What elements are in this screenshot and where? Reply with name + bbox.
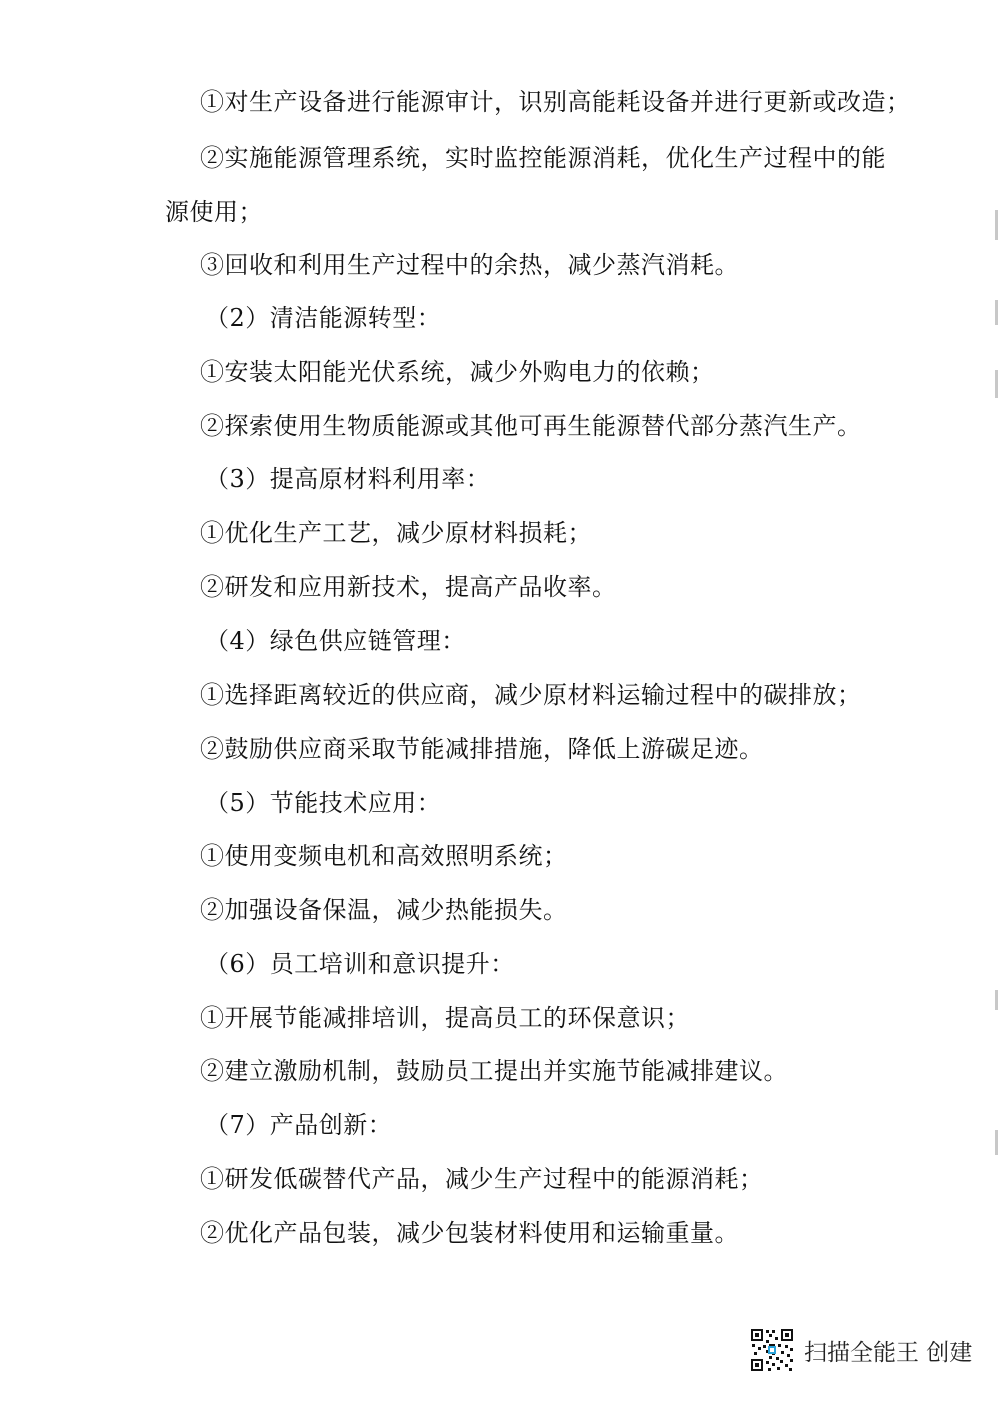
section-heading: （7）产品创新：	[205, 1111, 393, 1139]
list-item: ②建立激励机制，鼓励员工提出并实施节能减排建议。	[200, 1057, 788, 1085]
scan-artifact	[995, 990, 998, 1010]
section-heading: （5）节能技术应用：	[205, 789, 442, 817]
section-heading: （6）员工培训和意识提升：	[205, 950, 515, 978]
list-item-continuation: 源使用；	[165, 198, 263, 226]
list-item: ①使用变频电机和高效照明系统；	[200, 842, 568, 870]
scanner-watermark	[750, 1325, 980, 1375]
section-heading: （3）提高原材料利用率：	[205, 465, 491, 493]
list-item: ②优化产品包装，减少包装材料使用和运输重量。	[200, 1219, 739, 1247]
qr-code-icon	[750, 1328, 794, 1372]
section-heading: （2）清洁能源转型：	[205, 304, 442, 332]
section-heading: （4）绿色供应链管理：	[205, 627, 466, 655]
list-item: ①开展节能减排培训，提高员工的环保意识；	[200, 1004, 690, 1032]
list-item: ②实施能源管理系统，实时监控能源消耗，优化生产过程中的能	[200, 144, 886, 172]
list-item: ①优化生产工艺，减少原材料损耗；	[200, 519, 592, 547]
list-item: ①对生产设备进行能源审计，识别高能耗设备并进行更新或改造；	[200, 88, 911, 116]
scan-artifact	[995, 300, 998, 325]
list-item: ①研发低碳替代产品，减少生产过程中的能源消耗；	[200, 1165, 764, 1193]
list-item: ②研发和应用新技术，提高产品收率。	[200, 573, 617, 601]
scan-artifact	[995, 210, 998, 240]
list-item: ②探索使用生物质能源或其他可再生能源替代部分蒸汽生产。	[200, 412, 862, 440]
list-item: ①安装太阳能光伏系统，减少外购电力的依赖；	[200, 358, 715, 386]
scan-artifact	[995, 1130, 998, 1155]
watermark-text: 扫描全能王 创建	[804, 1339, 973, 1366]
list-item: ②鼓励供应商采取节能减排措施，降低上游碳足迹。	[200, 735, 764, 763]
list-item: ②加强设备保温，减少热能损失。	[200, 896, 568, 924]
scan-artifact	[995, 370, 998, 398]
list-item: ①选择距离较近的供应商，减少原材料运输过程中的碳排放；	[200, 681, 862, 709]
list-item: ③回收和利用生产过程中的余热，减少蒸汽消耗。	[200, 251, 739, 279]
